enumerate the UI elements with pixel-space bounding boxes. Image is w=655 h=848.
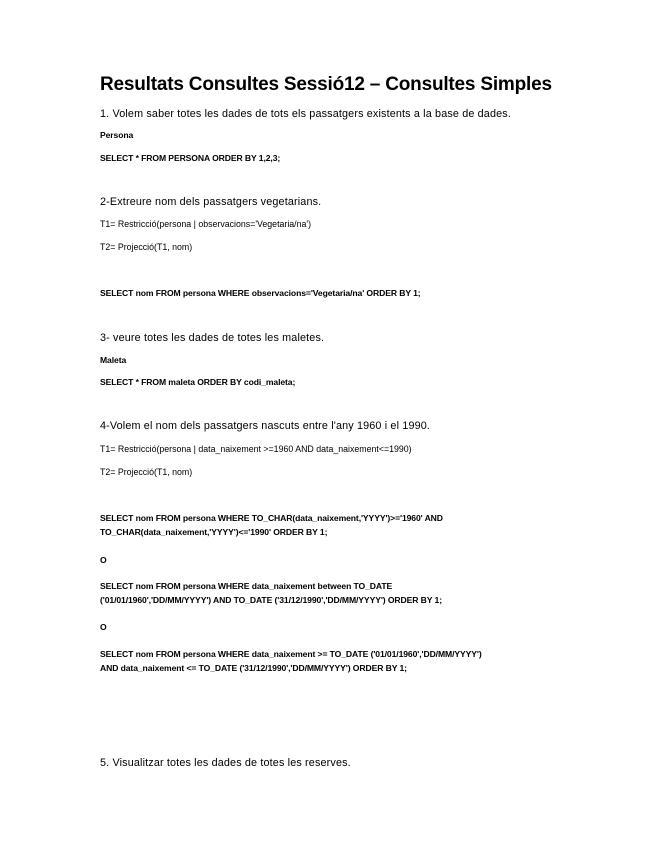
question-3-algebra-line: Maleta <box>100 355 127 365</box>
question-4-sql-line: AND data_naixement <= TO_DATE ('31/12/1990','DD/MM/YYYY') ORDER BY 1; <box>100 663 407 673</box>
page-title: Resultats Consultes Sessió12 – Consultes Simples <box>100 74 552 95</box>
question-4-sql-line: SELECT nom FROM persona WHERE data_naixement >= TO_DATE ('01/01/1960','DD/MM/YYYY') <box>100 649 482 659</box>
question-3-text: 3- veure totes les dades de totes les maletes. <box>100 332 325 344</box>
question-4-sql-line: ('01/01/1960','DD/MM/YYYY') AND TO_DATE ('31/12/1990','DD/MM/YYYY') ORDER BY 1; <box>100 595 442 605</box>
question-4-sql-line: SELECT nom FROM persona WHERE data_naixement between TO_DATE <box>100 581 393 591</box>
question-4-sql-line: TO_CHAR(data_naixement,'YYYY')<='1990' ORDER BY 1; <box>100 527 328 537</box>
question-4-algebra-line: T2= Projecció(T1, nom) <box>100 467 193 477</box>
question-2-text: 2-Extreure nom dels passatgers vegetarians. <box>100 196 322 208</box>
question-1-algebra-line: Persona <box>100 130 134 140</box>
question-4-alternative-separator: O <box>100 555 107 565</box>
question-4-algebra-line: T1= Restricció(persona | data_naixement >=1960 AND data_naixement<=1990) <box>100 444 412 454</box>
question-3-sql-line: SELECT * FROM maleta ORDER BY codi_maleta; <box>100 377 296 387</box>
question-2-algebra-line: T2= Projecció(T1, nom) <box>100 242 193 252</box>
question-1-text: 1. Volem saber totes les dades de tots els passatgers existents a la base de dades. <box>100 108 511 120</box>
question-1-sql-line: SELECT * FROM PERSONA ORDER BY 1,2,3; <box>100 153 281 163</box>
question-4-alternative-separator: O <box>100 622 107 632</box>
question-2-sql-line: SELECT nom FROM persona WHERE observacions='Vegetaria/na' ORDER BY 1; <box>100 288 421 298</box>
question-5-text: 5. Visualitzar totes les dades de totes les reserves. <box>100 757 351 769</box>
question-2-algebra-line: T1= Restricció(persona | observacions='Vegetaria/na') <box>100 219 312 229</box>
question-4-text: 4-Volem el nom dels passatgers nascuts entre l'any 1960 i el 1990. <box>100 420 431 432</box>
question-4-sql-line: SELECT nom FROM persona WHERE TO_CHAR(data_naixement,'YYYY')>='1960' AND <box>100 513 443 523</box>
